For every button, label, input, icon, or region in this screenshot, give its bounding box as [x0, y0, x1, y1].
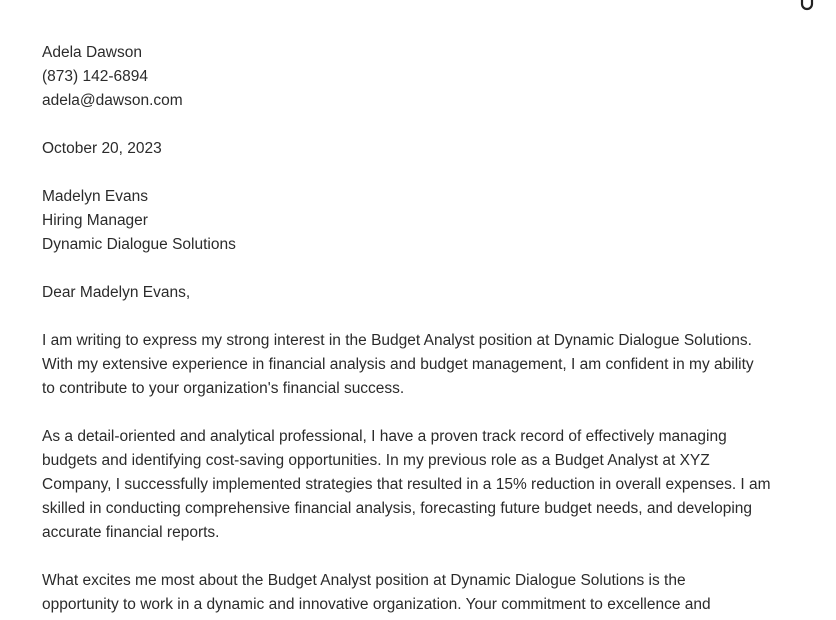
paragraph-line: Company, I successfully implemented strategies that resulted in a 15% reduction in overall expenses. I am — [42, 476, 771, 493]
paragraph-line: As a detail-oriented and analytical professional, I have a proven track record of effectively managing — [42, 428, 727, 445]
paragraph-line: accurate financial reports. — [42, 524, 220, 541]
cover-letter — [42, 41, 812, 617]
paragraph-line: skilled in conducting comprehensive financial analysis, forecasting future budget needs, and developing — [42, 500, 753, 517]
scroll-cursor-icon — [800, 0, 814, 14]
recipient-name: Madelyn Evans — [42, 188, 148, 205]
paragraph-line: opportunity to work in a dynamic and innovative organization. Your commitment to excellence and — [42, 596, 711, 613]
paragraph-line: I am writing to express my strong interest in the Budget Analyst position at Dynamic Dialogue Solutions. — [42, 332, 752, 349]
salutation: Dear Madelyn Evans, — [42, 284, 191, 301]
paragraph-line: to contribute to your organization's financial success. — [42, 380, 405, 397]
letter-date: October 20, 2023 — [42, 140, 162, 157]
paragraph-line: What excites me most about the Budget Analyst position at Dynamic Dialogue Solutions is the — [42, 572, 686, 589]
recipient-title: Hiring Manager — [42, 212, 148, 229]
sender-name: Adela Dawson — [42, 44, 142, 61]
recipient-company: Dynamic Dialogue Solutions — [42, 236, 236, 253]
body-paragraph — [42, 425, 812, 545]
sender-email: adela@dawson.com — [42, 92, 183, 109]
body-paragraph — [42, 569, 812, 617]
paragraph-line: budgets and identifying cost-saving opportunities. In my previous role as a Budget Analyst at XYZ — [42, 452, 710, 469]
paragraph-line: With my extensive experience in financial analysis and budget management, I am confident in my ability — [42, 356, 754, 373]
body-paragraph — [42, 329, 812, 401]
sender-phone: (873) 142-6894 — [42, 68, 148, 85]
